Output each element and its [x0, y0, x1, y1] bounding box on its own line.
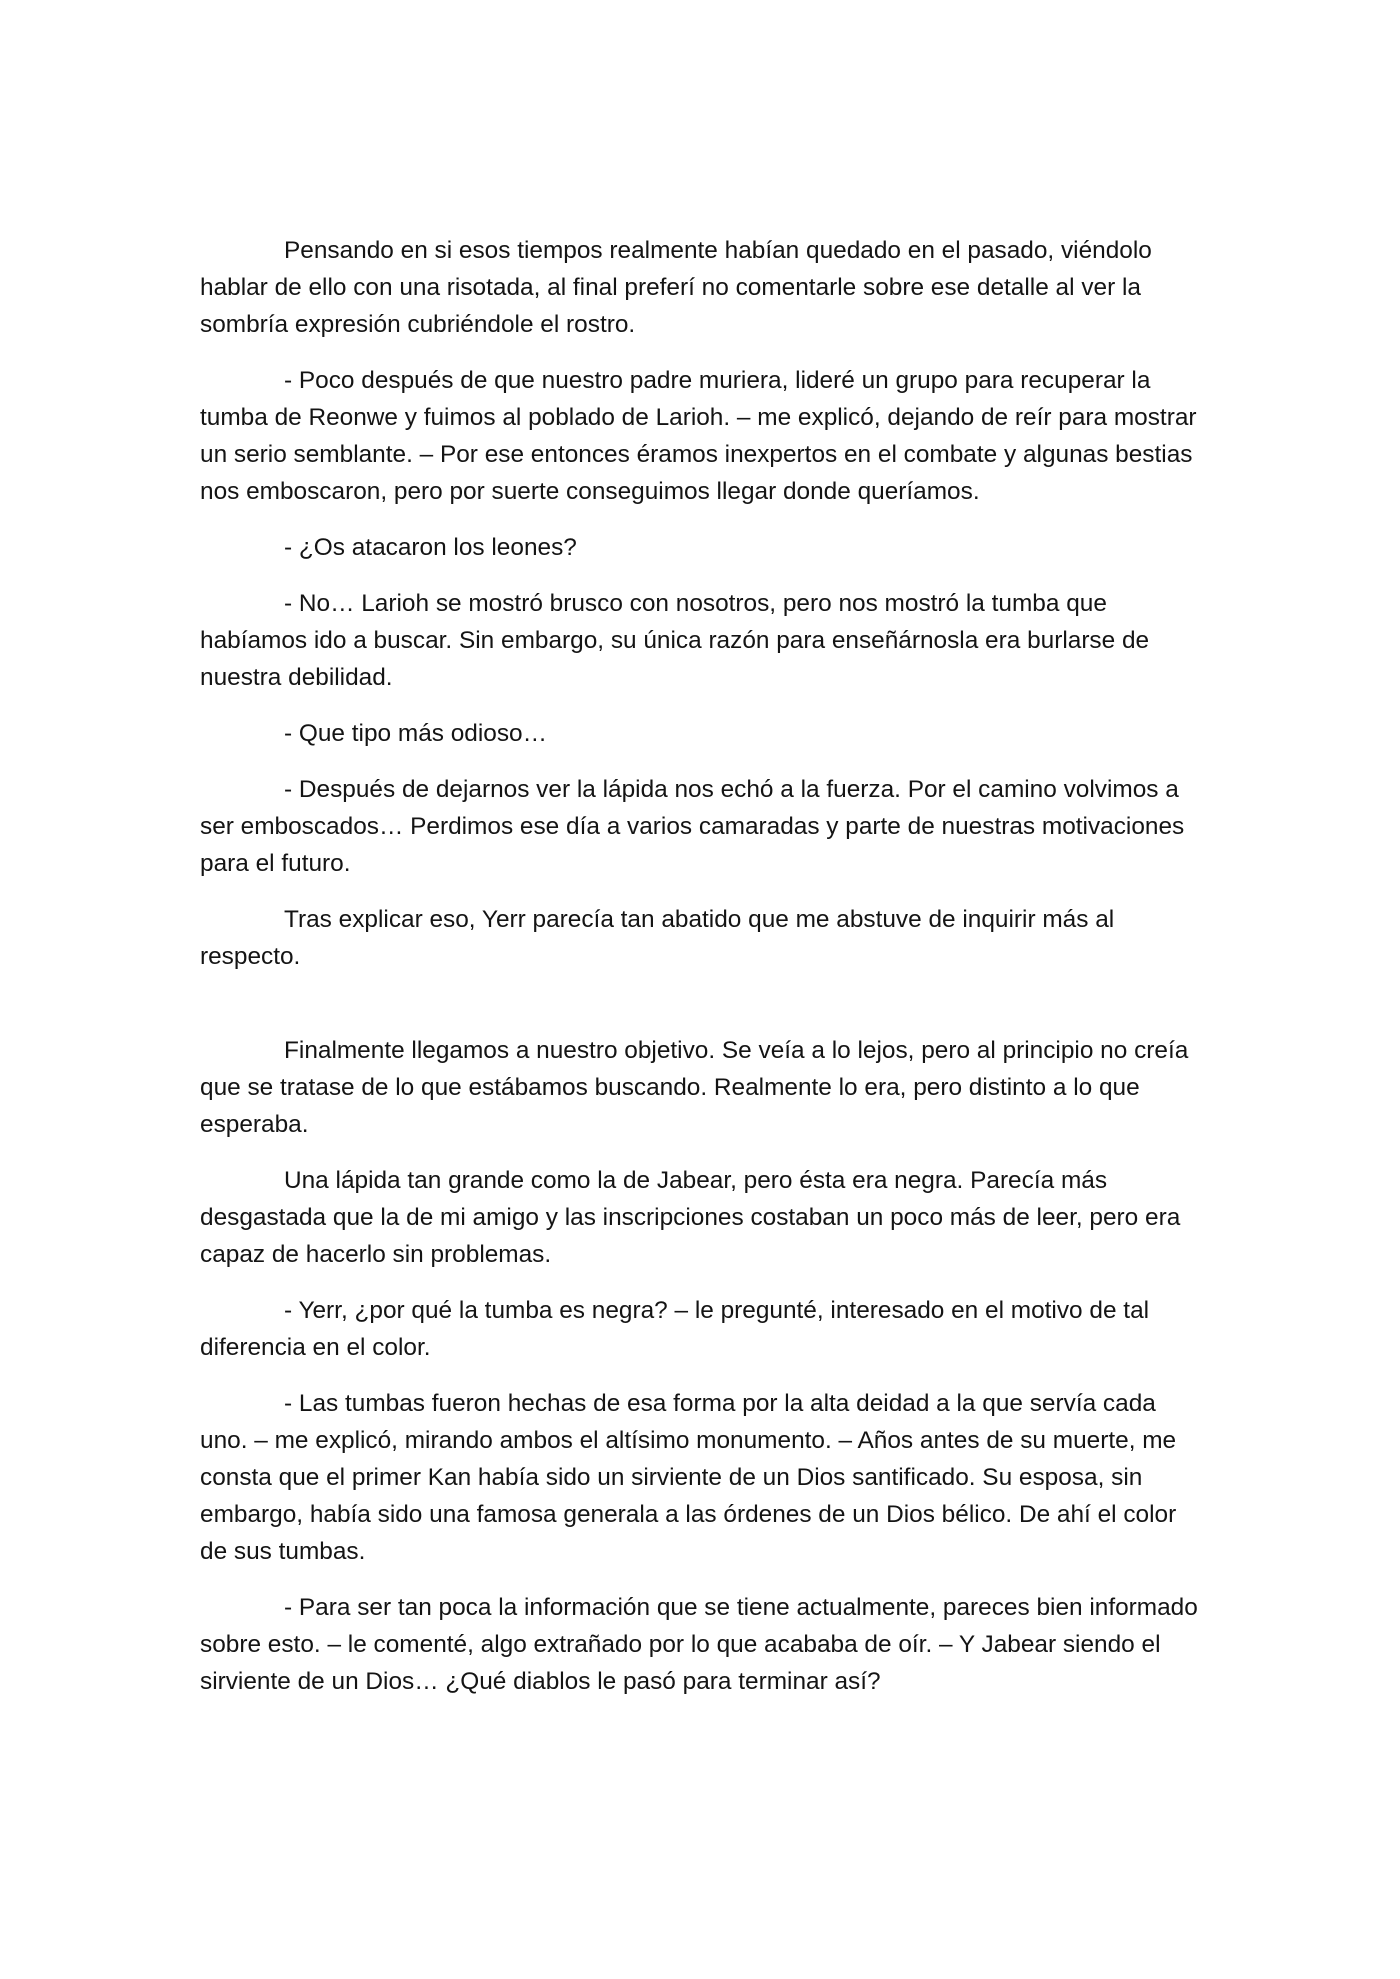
dialogue-paragraph: - Para ser tan poca la información que se tiene actualmente, pareces bien informado sobre esto. – le comenté, algo extrañado por lo que acababa de oír. – Y Jabear siendo el sirviente de un Dios… ¿Qué diablos le pasó para terminar así? — [200, 1594, 1198, 1695]
paragraph: Tras explicar eso, Yerr parecía tan abatido que me abstuve de inquirir más al respecto. — [200, 906, 1115, 970]
dialogue-paragraph: - Yerr, ¿por qué la tumba es negra? – le pregunté, interesado en el motivo de tal diferencia en el color. — [200, 1297, 1150, 1361]
paragraph: Una lápida tan grande como la de Jabear, pero ésta era negra. Parecía más desgastada que la de mi amigo y las inscripciones costaban un poco más de leer, pero era capaz de hacerlo sin problemas. — [200, 1167, 1181, 1268]
dialogue-paragraph: - Que tipo más odioso… — [284, 720, 547, 747]
paragraph: Finalmente llegamos a nuestro objetivo. Se veía a lo lejos, pero al principio no creía que se tratase de lo que estábamos buscando. Realmente lo era, pero distinto a lo que esperaba. — [200, 1037, 1189, 1138]
paragraph: Pensando en si esos tiempos realmente habían quedado en el pasado, viéndolo hablar de ello con una risotada, al final preferí no comentarle sobre ese detalle al ver la sombría expresión cubriéndole el rostro. — [200, 237, 1152, 338]
dialogue-paragraph: - No… Larioh se mostró brusco con nosotros, pero nos mostró la tumba que habíamos ido a buscar. Sin embargo, su única razón para enseñárnosla era burlarse de nuestra debilidad. — [200, 590, 1150, 691]
dialogue-paragraph: - Las tumbas fueron hechas de esa forma por la alta deidad a la que servía cada uno. – me explicó, mirando ambos el altísimo monumento. – Años antes de su muerte, me consta que el primer Kan había sido un sirviente de un Dios santificado. Su esposa, sin embargo, había sido una famosa generala a las órdenes de un Dios bélico. De ahí el color de sus tumbas. — [200, 1390, 1177, 1565]
document-body — [200, 232, 1202, 1719]
dialogue-paragraph: - Después de dejarnos ver la lápida nos echó a la fuerza. Por el camino volvimos a ser emboscados… Perdimos ese día a varios camaradas y parte de nuestras motivaciones para el futuro. — [200, 776, 1185, 877]
dialogue-paragraph: - Poco después de que nuestro padre muriera, lideré un grupo para recuperar la tumba de Reonwe y fuimos al poblado de Larioh. – me explicó, dejando de reír para mostrar un serio semblante. – Por ese entonces éramos inexpertos en el combate y algunas bestias nos emboscaron, pero por suerte conseguimos llegar donde queríamos. — [200, 367, 1197, 505]
dialogue-paragraph: - ¿Os atacaron los leones? — [284, 534, 577, 561]
